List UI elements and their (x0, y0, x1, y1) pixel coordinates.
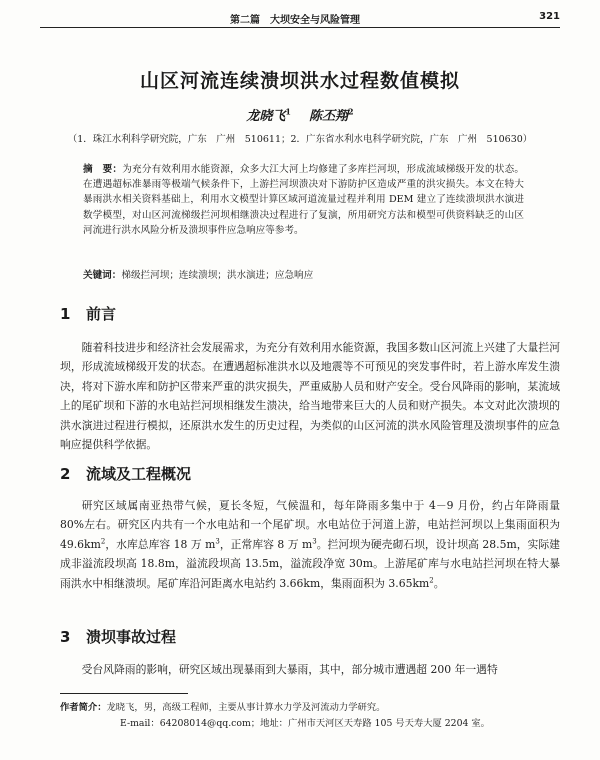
section-paragraph: 受台风降雨的影响，研究区域出现暴雨到大暴雨，其中，部分城市遭遇超 200 年一遇特 (81, 663, 498, 676)
running-header (40, 9, 560, 28)
section-heading (60, 463, 191, 484)
paragraph-text: 。 (433, 576, 445, 590)
keywords (83, 267, 524, 281)
section-title: 前言 (86, 305, 117, 323)
unit-superscript: 3 (215, 537, 220, 546)
footnote-text: 龙晓飞，男，高级工程师，主要从事计算水力学及河流动力学研究。 (106, 702, 386, 713)
paragraph-text: 研究区域属南亚热带气候，夏长冬短，气候温和，每年降雨多集中于 4－9 月份，约占年降雨量 80%左右。研究区内共有一个水电站和一个尾矿坝。水电站位于河道上游，电站拦河坝以上集雨面积为 49.6km (60, 499, 560, 551)
abstract (83, 162, 524, 238)
author-name: 陈丕翔 (309, 109, 349, 124)
keywords-label: 关键词： (83, 270, 122, 281)
author-affil-mark: 2 (348, 106, 354, 117)
unit-superscript: 2 (100, 537, 106, 546)
footnote-label: 作者简介： (60, 702, 107, 713)
paper-title: 山区河流连续溃坝洪水过程数值模拟 (139, 70, 460, 92)
section-number: 3 (60, 628, 71, 646)
keywords-text: 梯级拦河坝；连续溃坝；洪水演进；应急响应 (121, 270, 314, 281)
unit-superscript: 3 (312, 537, 317, 546)
affiliation-line: （1．珠江水利科学研究院，广东 广州 510611；2．广东省水利水电科学研究院，广东 广州 510630） (67, 134, 533, 145)
author-footnote (60, 700, 560, 732)
section-paragraph (60, 496, 560, 593)
section-heading (60, 626, 176, 647)
section-number: 1 (60, 305, 71, 323)
section-title: 溃坝事故过程 (86, 628, 177, 646)
footnote-divider (60, 693, 188, 694)
unit-superscript: 2 (429, 576, 434, 585)
author-affil-mark: 1 (285, 106, 291, 117)
section-title: 流域及工程概况 (86, 465, 192, 483)
author-name: 龙晓飞 (246, 109, 286, 124)
header-section-title: 第二篇 大坝安全与风险管理 (230, 15, 360, 26)
paragraph-text: ，正常库容 8 万 m (219, 537, 313, 551)
author-line (0, 105, 600, 124)
abstract-text: 为充分有效利用水能资源，众多大江大河上均修建了多库拦河坝，形成流域梯级开发的状态。在遭遇超标准暴雨等极端气候条件下，上游拦河坝溃决对下游防护区造成严重的洪灾损失。本文在特大暴雨洪水相关资料基础上，利用水文模型计算区域河道流量过程并利用 DEM 建立了连续溃坝洪水演进数学模型，对山区河流梯级拦河坝相继溃决过程进行了复演，所用研究方法和模型可供资料缺乏的山区河流进行洪水风险分析及溃坝事件应急响应等参考。 (83, 164, 524, 236)
footnote-contact: E-mail：64208014@qq.com；地址：广州市天河区天寿路 105 号天寿大厦 2204 室。 (120, 718, 490, 729)
section-heading (60, 303, 116, 324)
abstract-label: 摘 要： (83, 164, 123, 175)
paragraph-text: ，水库总库容 18 万 m (105, 537, 216, 551)
section-number: 2 (60, 465, 71, 483)
header-page-number: 321 (539, 11, 560, 22)
paragraph-text: 。拦河坝为硬壳砌石坝，设计坝高 28.5m，实际建成非溢流段坝高 18.8m，溢流段坝高 13.5m，溢流段净宽 30m。上游尾矿库与水电站拦河坝在特大暴雨洪水中相继溃坝。尾矿库沿河距离水电站约 3.66km，集雨面积为 3.65km (60, 537, 560, 590)
section-paragraph: 随着科技进步和经济社会发展需求，为充分有效利用水能资源，我国多数山区河流上兴建了大量拦河坝，形成流域梯级开发的状态。在遭遇超标准洪水以及地震等不可预见的突发事件时，若上游水库发生溃决，将对下游水库和防护区带来严重的洪灾损失，严重威胁人员和财产安全。受台风降雨的影响，某流域上的尾矿坝和下游的水电站拦河坝相继发生溃决，给当地带来巨大的人员和财产损失。本文对此次溃坝的洪水演进过程进行模拟，还原洪水发生的历史过程，为类似的山区河流的洪水风险管理及溃坝事件的应急响应提供科学依据。 (60, 341, 560, 452)
